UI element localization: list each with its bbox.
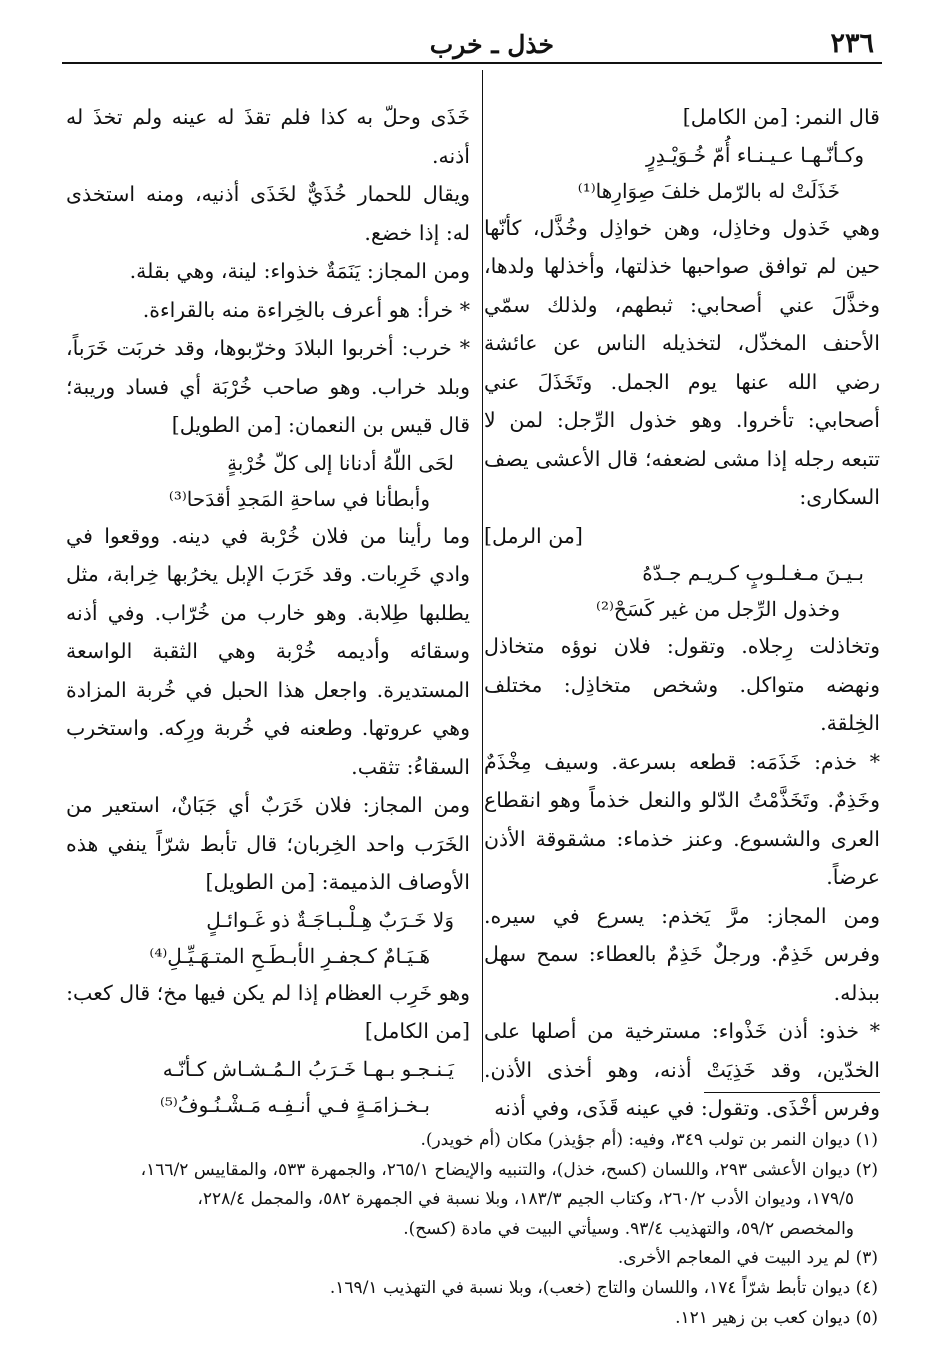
footnote: ١٧٩/٥، وديوان الأدب ٢٦٠/٢، وكتاب الجيم ١٨٣/٣، وبلا نسبة في الجمهرة ٥٨٢، والمجمل ٢٢٨/٤، [197, 1189, 854, 1210]
verse-line: وأبطأنا في ساحةِ المَجدِ أقدَحا⁽³⁾ [168, 486, 430, 511]
verse-line: هَـيَـامٌ كـجفـرِ الأبـطَـحِ المتـهَـيِّـلِ⁽⁴⁾ [149, 943, 430, 968]
paragraph: ومن المجاز: فلان خَرَبٌ أي جَبَانٌ، استعير من الخَرَب واحد الخِربان؛ قال تأبط شرّاً ينفي هذه الأوصاف الذميمة: [من الطويل] [66, 793, 470, 894]
footnote-rule [704, 1092, 880, 1093]
column-divider [482, 70, 483, 1082]
paragraph: وتخاذلت رِجلاه. وتقول: فلان نوؤه متخاذل ونهضه متواكل. وشخص متخاذِل: مختلف الخِلقة. [484, 634, 880, 735]
verse-line: وخذول الرِّجل من غير كَسَحْ⁽²⁾ [596, 597, 840, 621]
page-number: ٢٣٦ [830, 28, 874, 59]
verse-line: بـخـزامَـةٍ فـي أنـفِـه مَـشْـنُـوفُ⁽⁵⁾ [159, 1092, 430, 1117]
meter-tag: [من الرمل] [484, 523, 583, 548]
verse-line: وَلا خَـرَبٌ هِـلْـبـاجَـةٌ ذو غَـوائـلٍ [206, 907, 454, 932]
verse-line: وكـأنّـهـا عـيـنـاء أُمّ خُـوَيْـدِرٍ [646, 142, 864, 167]
right-column [484, 98, 880, 1128]
verse-line: خَذَلَتْ له بالرّمل خلفَ صِوَارِها⁽¹⁾ [577, 178, 840, 203]
paragraph: ومن المجاز: مرَّ يَخذم: يسرع في سيره. وفرس خَذِمٌ. ورجلٌ خَذِمٌ بالعطاء: سمح سهل ببذله. [484, 903, 880, 1005]
header-rule [62, 62, 882, 64]
paragraph: * خذو: أذن خَذْواء: مسترخية من أصلها على الخدّين، وقد خَذِيَتْ أذنه، وهو أخذى الأذن. وفرس أخْذَى. وتقول: في عينه قَذَى، وفي أذنه [484, 1019, 880, 1120]
footnote: (٣) لم يرد البيت في المعاجم الأخرى. [617, 1248, 878, 1269]
paragraph: [من الكامل] [364, 1019, 470, 1043]
paragraph: خَذَى وحلّ به كذا فلم تقذَ له عينه ولم تخذَ له أذنه. [66, 105, 470, 168]
paragraph: قال النمر: [من الكامل] [682, 105, 880, 129]
paragraph: * خرأ: هو أعرف بالخِراءة منه بالقراءة. [142, 297, 470, 322]
paragraph: وهو خَرِب العظام إذا لم يكن فيها مخ؛ قال كعب: [66, 980, 470, 1005]
paragraph: ويقال للحمار خُذَيٌّ لخَذَى أذنيه، ومنه استخذى له: إذا خضع. [66, 182, 470, 245]
paragraph: * خذم: خَذَمَه: قطعه بسرعة. وسيف مِخْذَمٌ وخَذِمٌ. وتَخَذَّمْتُ الدّلو والنعل خذماً وهو انقطاع العرى والشسوع. وعنز خذماء: مشقوقة الأذن عرضاً. [484, 749, 880, 889]
paragraph: * خرب: أخربوا البلادَ وخرّبوها، وقد خربَت خَرَباً، وبلد خراب. وهو صاحب خُرْبَة أي فساد وريبة؛ قال قيس بن النعمان: [من الطويل] [66, 336, 470, 437]
footnote: (١) ديوان النمر بن تولب ٣٤٩، وفيه: (أم جؤيذر) مكان (أم خويدر). [420, 1130, 878, 1150]
left-column [66, 98, 470, 1123]
verse-line: يَـنـجـو بـهـا خَـرَبُ الـمُـشـاش كـأنّـه [162, 1056, 454, 1081]
footnotes [66, 1126, 878, 1333]
paragraph: وما رأينا من فلان خُرْبة في دينه. ووقعوا في وادي خَرِبات. وقد خَرَبَ الإبل يخرُبها خِرابة، مثل يطلبها طِلابة. وهو خارب من خُرّاب. وفي أذنه وسقائه وأديمه خُرْبة وهي الثقبة الواسعة المستديرة. واجعل هذا الحبل في خُربة المزادة وهي عروتها. وطعنه في خُربة ورِكه. واستخرب السقاءُ: تثقب. [66, 523, 470, 779]
running-title: خذل ـ خرب [429, 30, 554, 59]
footnote: (٥) ديوان كعب بن زهير ١٢١. [675, 1307, 878, 1328]
verse-line: لحَى اللّهُ أدنانا إلى كلّ خُرْبةٍ [227, 450, 454, 475]
footnote: (٢) ديوان الأعشى ٢٩٣، واللسان (كسح، خذل)، والتنبيه والإيضاح ٢٦٥/١، والجمهرة ٥٣٣، والمقاييس ١٦٦/٢، [140, 1159, 878, 1180]
paragraph: وهي خَذول وخاذِل، وهن خواذِل وخُذَّل، كأنّها حين لم توافق صواحبها خذلتها، وأخذلها ولدها، وخذَّلَ عني أصحابي: ثبطهم، ولذلك سمّي الأحنف المخذّل، لتخذيله الناس عن عائشة رضي الله عنها يوم الجمل. وتَخَذَلَ عني أصحابي: تأخروا. وهو خذول الرِّجل: لمن لا تتبعه رجله إذا مشى لضعفه؛ قال الأعشى يصف السكارى: [484, 215, 880, 509]
footnote: (٤) ديوان تأبط شرّاً ١٧٤، واللسان والتاج (خعب)، وبلا نسبة في التهذيب ١٦٩/١. [329, 1277, 878, 1298]
paragraph: ومن المجاز: يَنَمَةٌ خذواء: لينة، وهي بقلة. [129, 259, 470, 283]
verse-line: بـيـنَ مـغـلـوبٍ كـريـم جـدّهُ [642, 561, 864, 585]
footnote: والمخصص ٥٩/٢، والتهذيب ٩٣/٤. وسيأتي البيت في مادة (كسح). [403, 1218, 854, 1239]
page-header [58, 22, 884, 66]
